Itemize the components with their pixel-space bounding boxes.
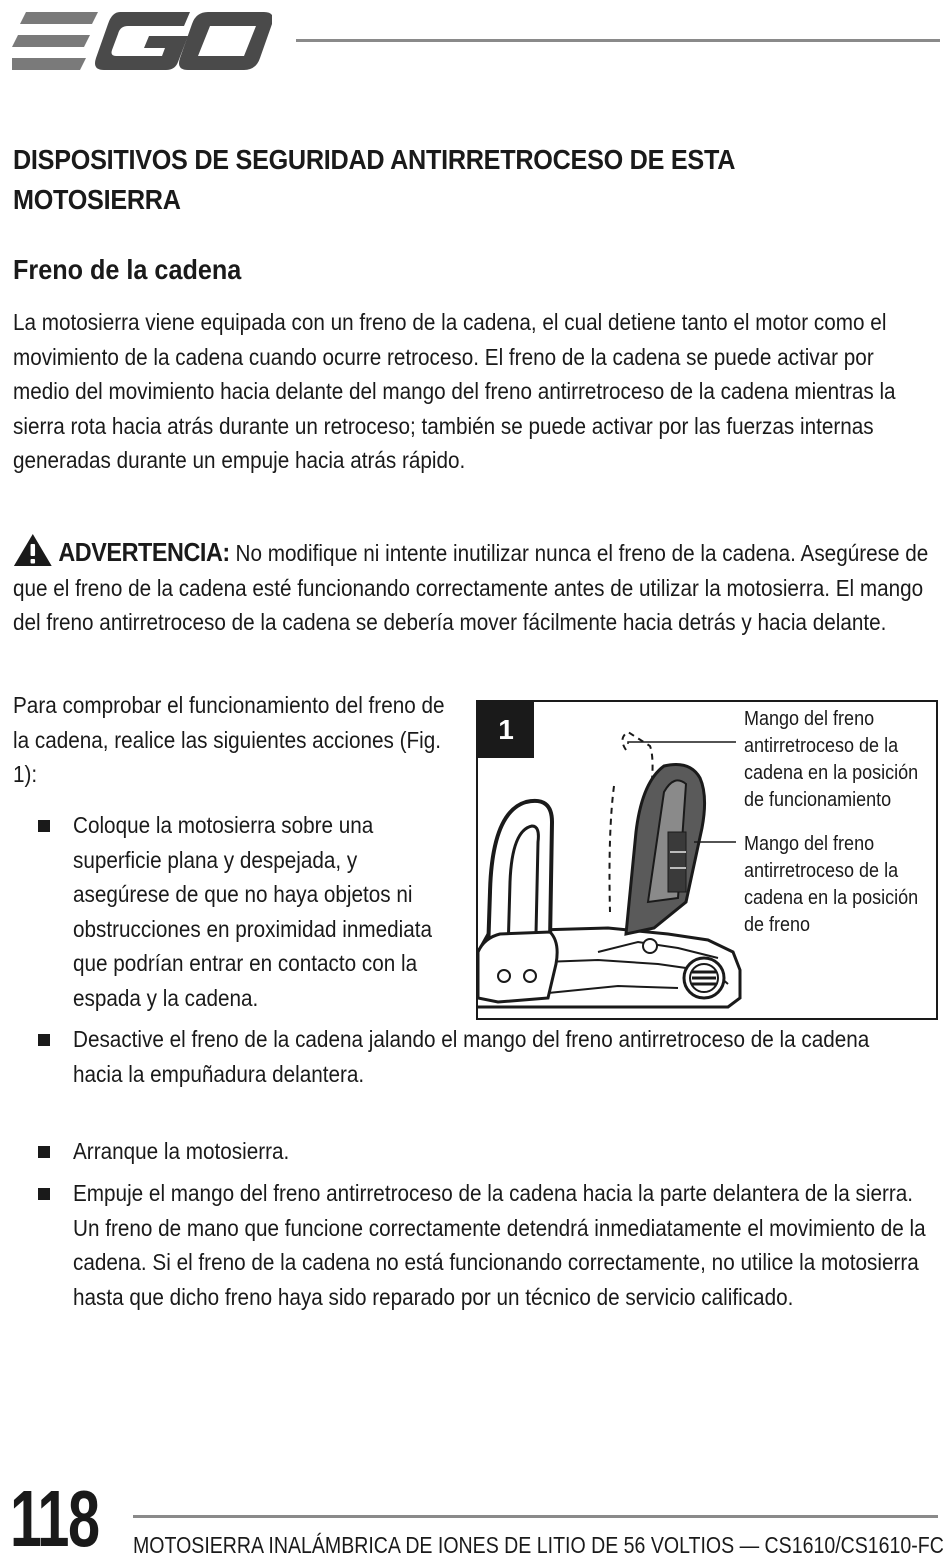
ego-logo — [12, 12, 272, 70]
warning-triangle-icon — [13, 533, 53, 567]
page-header — [0, 0, 950, 80]
bullet-marker — [38, 1188, 50, 1200]
callout-running-position: Mango del freno antirretroceso de la cadena en la posición de funcionamiento — [744, 708, 919, 811]
step-4: Empuje el mango del freno antirretroceso de la cadena hacia la parte delantera de la sierra. Un freno de mano que funcione correctamente detendrá inmediatamente el movimiento de la cadena. Si el freno de la cadena no está funcionando correctamente, no utilice la motosierra hasta que dicho freno haya sido reparado por un técnico de servicio calificado. — [73, 1180, 926, 1310]
footer-title: MOTOSIERRA INALÁMBRICA DE IONES DE LITIO DE 56 VOLTIOS — CS1610/CS1610-FC — [133, 1532, 944, 1558]
step-2: Desactive el freno de la cadena jalando el mango del freno antirretroceso de la cadena hacia la empuñadura delantera. — [73, 1026, 870, 1087]
warning-label: ADVERTENCIA: — [58, 537, 230, 567]
bullet-marker — [38, 1146, 50, 1158]
warning-text: No modifique ni intente inutilizar nunca el freno de la cadena. Asegúrese de que el freno de la cadena esté funcionando correctamente antes de utilizar la motosierra. El mango del freno antirretroceso de la cadena se debería mover fácilmente hacia detrás y hacia delante. — [13, 540, 929, 635]
callout-brake-position: Mango del freno antirretroceso de la cadena en la posición de freno — [744, 833, 919, 936]
bullet-marker — [38, 1034, 50, 1046]
footer-rule — [133, 1515, 938, 1518]
procedure-intro: Para comprobar el funcionamiento del freno de la cadena, realice las siguientes acciones (Fig. 1): — [13, 692, 445, 787]
figure-number: 1 — [478, 702, 534, 758]
subsection-title: Freno de la cadena — [13, 254, 242, 285]
warning-paragraph — [13, 533, 940, 640]
page-number: 118 — [10, 1474, 99, 1563]
section-title: DISPOSITIVOS DE SEGURIDAD ANTIRRETROCESO DE ESTA MOTOSIERRA — [13, 144, 735, 215]
header-rule — [296, 39, 940, 42]
step-3: Arranque la motosierra. — [73, 1138, 290, 1164]
bullet-marker — [38, 820, 50, 832]
intro-paragraph: La motosierra viene equipada con un freno de la cadena, el cual detiene tanto el motor como el movimiento de la cadena cuando ocurre retroceso. El freno de la cadena se puede activar por medio del movimiento hacia delante del mango del freno antirretroceso de la cadena mientras la sierra rota hacia atrás durante un retroceso; también se puede activar por las fuerzas internas generadas durante un empuje hacia atrás rápido. — [13, 309, 896, 473]
figure-1 — [476, 700, 938, 1020]
step-1: Coloque la motosierra sobre una superficie plana y despejada, y asegúrese de que no haya objetos ni obstrucciones en proximidad inmediata que podrían entrar en contacto con la espada y la cadena. — [73, 812, 433, 1011]
